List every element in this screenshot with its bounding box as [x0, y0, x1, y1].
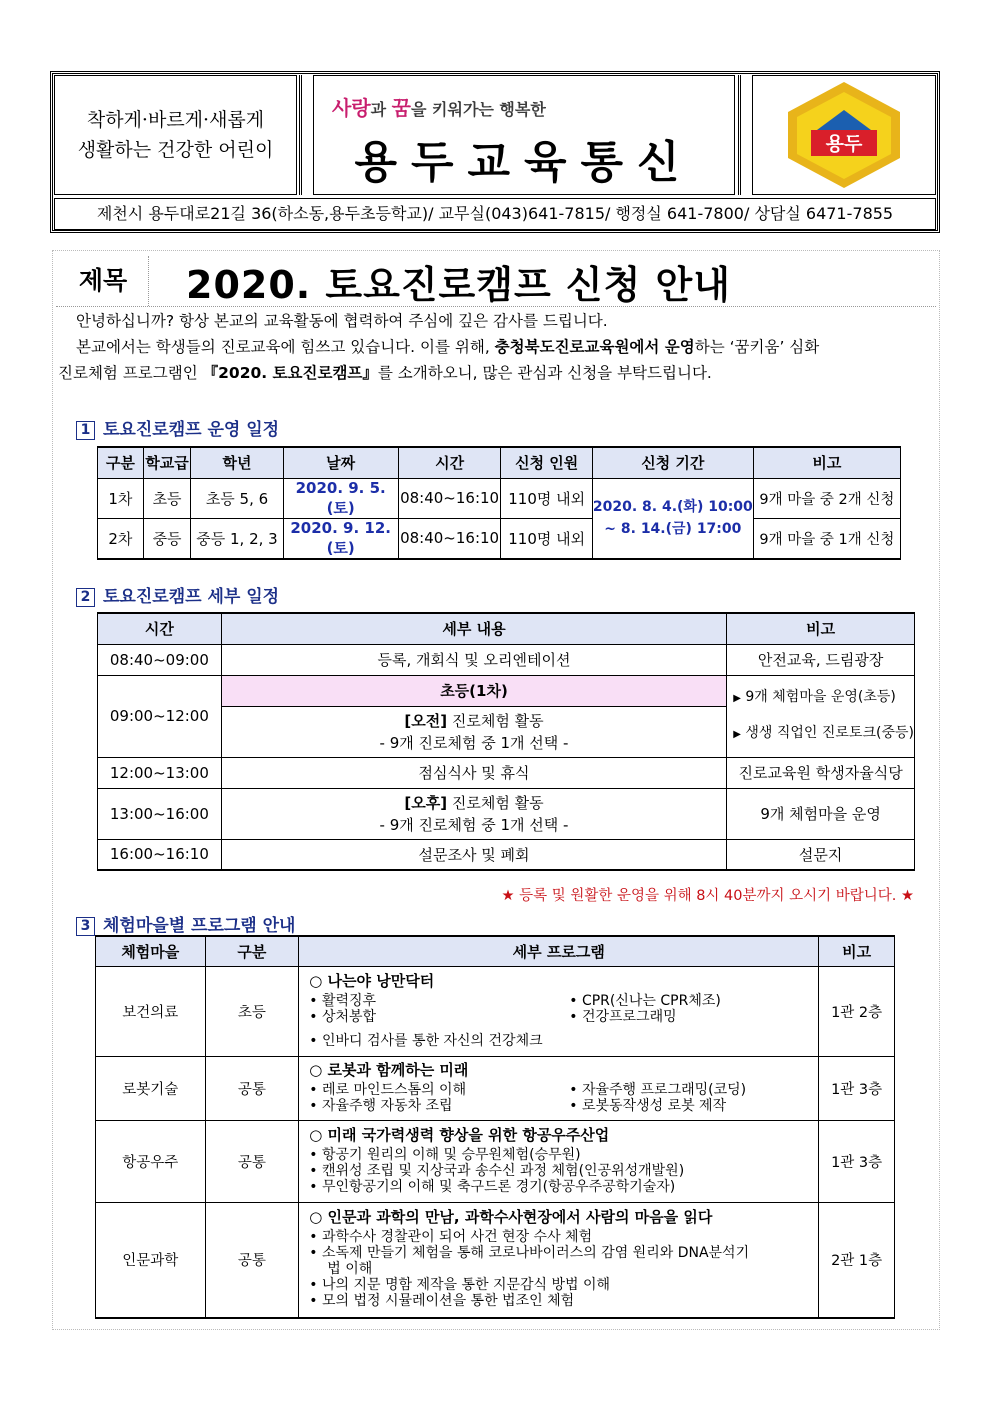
table-row	[98, 518, 901, 559]
grade-cell: 중등 1, 2, 3	[191, 518, 283, 559]
village-cell: 보건의료	[96, 966, 206, 1056]
col-count: 신청 인원	[501, 447, 592, 478]
newsletter-title-box	[313, 75, 735, 195]
type-cell: 공통	[205, 1056, 299, 1120]
logo-text: 용두	[825, 133, 863, 155]
date-cell: 2020. 9. 12.(토)	[283, 518, 398, 559]
col-note: 비고	[727, 613, 915, 644]
content-cell: 점심식사 및 휴식	[221, 757, 726, 788]
triangle-bullet-icon: ▶	[733, 693, 741, 704]
program-cell: ○ 인문과 과학의 만남, 과학수사현장에서 사람의 마음을 읽다 • 과학수사 경찰관이 되어 사건 현장 수사 체험 • 소독제 만들기 체험을 통해 코로나바이러스의 감염 원리와 DNA분석기 법 이해 • 나의 지문 명함 제작을 통한 지문감식 방법 이해 • 모의 법정 시뮬레이션을 통한 법조인 체험	[299, 1202, 819, 1318]
village-cell: 항공우주	[96, 1120, 206, 1202]
motto-line-1: 착하게·바르게·새롭게	[86, 109, 265, 131]
subject-label: 제목	[78, 266, 128, 295]
table-row	[98, 644, 915, 675]
note-cell: 진로교육원 학생자율식당	[727, 757, 915, 788]
table-row	[98, 839, 915, 870]
table-row	[98, 757, 915, 788]
round-cell: 2차	[98, 518, 144, 559]
type-cell: 초등	[205, 966, 299, 1056]
time-cell: 08:40~16:10	[398, 518, 501, 559]
program-cell: ○ 나는야 낭만닥터 • 활력징후 • CPR(신나는 CPR체조) • 상처봉합 • 건강프로그래밍 • 인바디 검사를 통한 자신의 건강체크	[299, 966, 819, 1056]
header-divider	[299, 75, 302, 195]
table-row	[98, 788, 915, 839]
time-cell: 12:00~13:00	[98, 757, 222, 788]
school-address: 제천시 용두대로21길 36(하소동,용두초등학교)/ 교무실(043)641-7815/ 행정실 641-7800/ 상담실 6471-7855	[54, 198, 936, 230]
table-row	[98, 478, 901, 518]
village-cell: 인문과학	[96, 1202, 206, 1318]
motto-line-2: 생활하는 건강한 어린이	[77, 139, 274, 161]
time-cell: 13:00~16:00	[98, 788, 222, 839]
type-cell: 공통	[205, 1120, 299, 1202]
col-period: 신청 기간	[592, 447, 753, 478]
school-logo-icon	[753, 76, 935, 194]
program-table	[95, 935, 895, 1319]
table-header-row	[98, 613, 915, 644]
village-cell: 로봇기술	[96, 1056, 206, 1120]
program-cell: ○ 미래 국가력생력 향상을 위한 항공우주산업 • 항공기 원리의 이해 및 승무원체험(승무원) • 캔위성 조립 및 지상국과 송수신 과정 체험(인공위성개발원) • 무인항공기의 이해 및 축구드론 경기(항공우주공학기술자)	[299, 1120, 819, 1202]
header-divider	[738, 75, 741, 195]
elementary-subheader: 초등(1차)	[221, 675, 726, 706]
intro-line-3: 진로체험 프로그램인 『2020. 토요진로캠프』를 소개하오니, 많은 관심과 신청을 부탁드립니다.	[58, 364, 712, 382]
logo-box	[752, 75, 936, 195]
note-cell: ▶ 9개 체험마을 운영(초등) ▶ 생생 직업인 진로토크(중등)	[727, 675, 915, 757]
level-cell: 중등	[143, 518, 191, 559]
school-motto	[54, 75, 297, 195]
arrival-notice: ★ 등록 및 원활한 운영을 위해 8시 40분까지 오시기 바랍니다. ★	[501, 888, 914, 904]
section-1-title: 1 토요진로캠프 운영 일정	[76, 415, 279, 440]
type-cell: 공통	[205, 1202, 299, 1318]
round-cell: 1차	[98, 478, 144, 518]
section-3-title: 3 체험마을별 프로그램 안내	[76, 911, 295, 936]
col-round: 구분	[98, 447, 144, 478]
camp-schedule-table	[97, 446, 901, 560]
table-row	[96, 1120, 895, 1202]
content-cell: [오전] 진로체험 활동 - 9개 진로체험 중 1개 선택 -	[221, 706, 726, 757]
triangle-bullet-icon: ▶	[733, 729, 741, 740]
note-cell: 9개 체험마을 운영	[727, 788, 915, 839]
table-row	[98, 675, 915, 706]
table-header-row	[98, 447, 901, 478]
location-cell: 1관 3층	[819, 1120, 895, 1202]
time-cell: 08:40~16:10	[398, 478, 501, 518]
location-cell: 1관 3층	[819, 1056, 895, 1120]
level-cell: 초등	[143, 478, 191, 518]
intro-line-1: 안녕하십니까? 항상 본교의 교육활동에 협력하여 주심에 깊은 감사를 드립니다.	[76, 312, 608, 330]
note-cell: 9개 마을 중 2개 신청	[753, 478, 900, 518]
content-cell: [오후] 진로체험 활동 - 9개 진로체험 중 1개 선택 -	[221, 788, 726, 839]
col-program: 세부 프로그램	[299, 936, 819, 966]
location-cell: 1관 2층	[819, 966, 895, 1056]
intro-line-2: 본교에서는 학생들의 진로교육에 힘쓰고 있습니다. 이를 위해, 충청북도진로교육원에서 운영하는 ‘꿈키움’ 심화	[76, 338, 820, 356]
content-cell: 등록, 개회식 및 오리엔테이션	[221, 644, 726, 675]
table-row	[96, 1056, 895, 1120]
table-header-row	[96, 936, 895, 966]
note-cell: 안전교육, 드림광장	[727, 644, 915, 675]
col-grade: 학년	[191, 447, 283, 478]
section-2-title: 2 토요진로캠프 세부 일정	[76, 582, 279, 607]
document-title: 2020. 토요진로캠프 신청 안내	[186, 263, 731, 307]
time-cell: 08:40~09:00	[98, 644, 222, 675]
slogan: 사랑과 꿈을 키워가는 행복한	[332, 96, 546, 120]
grade-cell: 초등 5, 6	[191, 478, 283, 518]
col-time: 시간	[98, 613, 222, 644]
content-cell: 설문조사 및 폐회	[221, 839, 726, 870]
time-cell: 16:00~16:10	[98, 839, 222, 870]
time-cell: 09:00~12:00	[98, 675, 222, 757]
date-cell: 2020. 9. 5.(토)	[283, 478, 398, 518]
col-note: 비고	[753, 447, 900, 478]
location-cell: 2관 1층	[819, 1202, 895, 1318]
subject-divider	[148, 256, 150, 306]
col-content: 세부 내용	[221, 613, 726, 644]
note-cell: 9개 마을 중 1개 신청	[753, 518, 900, 559]
period-cell: 2020. 8. 4.(화) 10:00 ~ 8. 14.(금) 17:00	[592, 478, 753, 559]
program-cell: ○ 로봇과 함께하는 미래 • 레로 마인드스톰의 이해 • 자율주행 프로그래밍(코딩) • 자율주행 자동차 조립 • 로봇동작생성 로봇 제작	[299, 1056, 819, 1120]
col-type: 구분	[205, 936, 299, 966]
col-time: 시간	[398, 447, 501, 478]
col-village: 체험마을	[96, 936, 206, 966]
count-cell: 110명 내외	[501, 518, 592, 559]
table-row	[96, 1202, 895, 1318]
table-row	[96, 966, 895, 1056]
col-level: 학교급	[143, 447, 191, 478]
detail-schedule-table	[97, 612, 915, 871]
subject-underline	[56, 306, 936, 307]
newsletter-title: 용두교육통신	[354, 137, 694, 188]
note-cell: 설문지	[727, 839, 915, 870]
count-cell: 110명 내외	[501, 478, 592, 518]
col-date: 날짜	[283, 447, 398, 478]
col-note: 비고	[819, 936, 895, 966]
